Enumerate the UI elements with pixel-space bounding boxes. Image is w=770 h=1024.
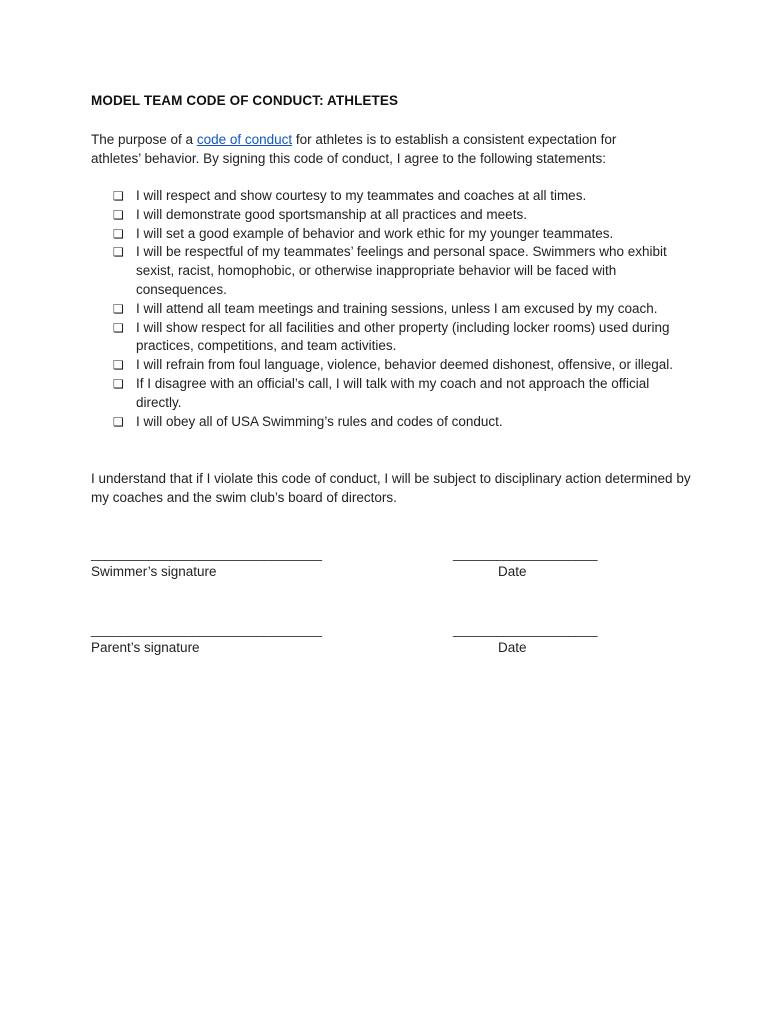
checkbox-icon: ❏ bbox=[113, 320, 124, 335]
document-title: MODEL TEAM CODE OF CONDUCT: ATHLETES bbox=[91, 93, 399, 108]
statement-text: I will demonstrate good sportsmanship at all practices and meets. bbox=[136, 206, 527, 222]
swimmer-signature-label: Swimmer’s signature bbox=[91, 564, 217, 579]
swimmer-date-line: ____________________ bbox=[453, 546, 598, 561]
parent-signature-line: ________________________________ bbox=[91, 622, 322, 637]
statement-item bbox=[113, 300, 693, 319]
checkbox-icon: ❏ bbox=[113, 301, 124, 316]
checkbox-icon: ❏ bbox=[113, 189, 124, 203]
checkbox-icon: ❏ bbox=[113, 376, 124, 391]
parent-signature-label: Parent’s signature bbox=[91, 640, 200, 655]
statement-text: I will be respectful of my teammates’ feelings and personal space. Swimmers who exhibit sexist, racist, homophobic, or otherwise inappropriate behavior will be faced with consequences. bbox=[136, 244, 667, 297]
statement-list bbox=[113, 187, 693, 431]
checkbox-icon: ❏ bbox=[113, 207, 124, 222]
parent-date-line: ____________________ bbox=[453, 622, 598, 637]
checkbox-icon: ❏ bbox=[113, 245, 124, 260]
statement-item bbox=[113, 206, 693, 225]
statement-item bbox=[113, 375, 693, 413]
parent-date-label: Date bbox=[498, 640, 527, 655]
intro-text-line2: athletes’ behavior. By signing this code of conduct, I agree to the following statements: bbox=[91, 151, 607, 166]
code-of-conduct-link[interactable]: code of conduct bbox=[196, 132, 293, 147]
statement-item bbox=[113, 413, 693, 432]
statement-text: I will refrain from foul language, violence, behavior deemed dishonest, offensive, or illegal. bbox=[136, 357, 674, 373]
statement-text: I will set a good example of behavior and work ethic for my younger teammates. bbox=[136, 225, 614, 241]
intro-text-end: for athletes is to establish a consistent expectation for bbox=[292, 132, 617, 147]
swimmer-signature-line: ________________________________ bbox=[91, 546, 322, 561]
statement-text: I will obey all of USA Swimming’s rules and codes of conduct. bbox=[136, 413, 503, 429]
checkbox-icon: ❏ bbox=[113, 358, 124, 373]
statement-text: If I disagree with an official’s call, I will talk with my coach and not approach the official directly. bbox=[136, 375, 650, 410]
checkbox-icon: ❏ bbox=[113, 226, 124, 241]
statement-text: I will show respect for all facilities and other property (including locker rooms) used during practices, competitions, and team activities. bbox=[136, 319, 670, 354]
intro-paragraph bbox=[91, 130, 691, 168]
intro-text-start: The purpose of a bbox=[91, 132, 197, 147]
statement-item bbox=[113, 187, 693, 206]
statement-item bbox=[113, 319, 693, 357]
statement-text: I will respect and show courtesy to my teammates and coaches at all times. bbox=[136, 188, 587, 203]
checkbox-icon: ❏ bbox=[113, 414, 124, 429]
closing-paragraph: I understand that if I violate this code of conduct, I will be subject to disciplinary action determined by my coaches and the swim club’s board of directors. bbox=[91, 471, 691, 505]
statement-item bbox=[113, 243, 693, 299]
swimmer-date-label: Date bbox=[498, 564, 527, 579]
statement-text: I will attend all team meetings and training sessions, unless I am excused by my coach. bbox=[136, 300, 658, 316]
statement-item bbox=[113, 356, 693, 375]
statement-item bbox=[113, 225, 693, 244]
